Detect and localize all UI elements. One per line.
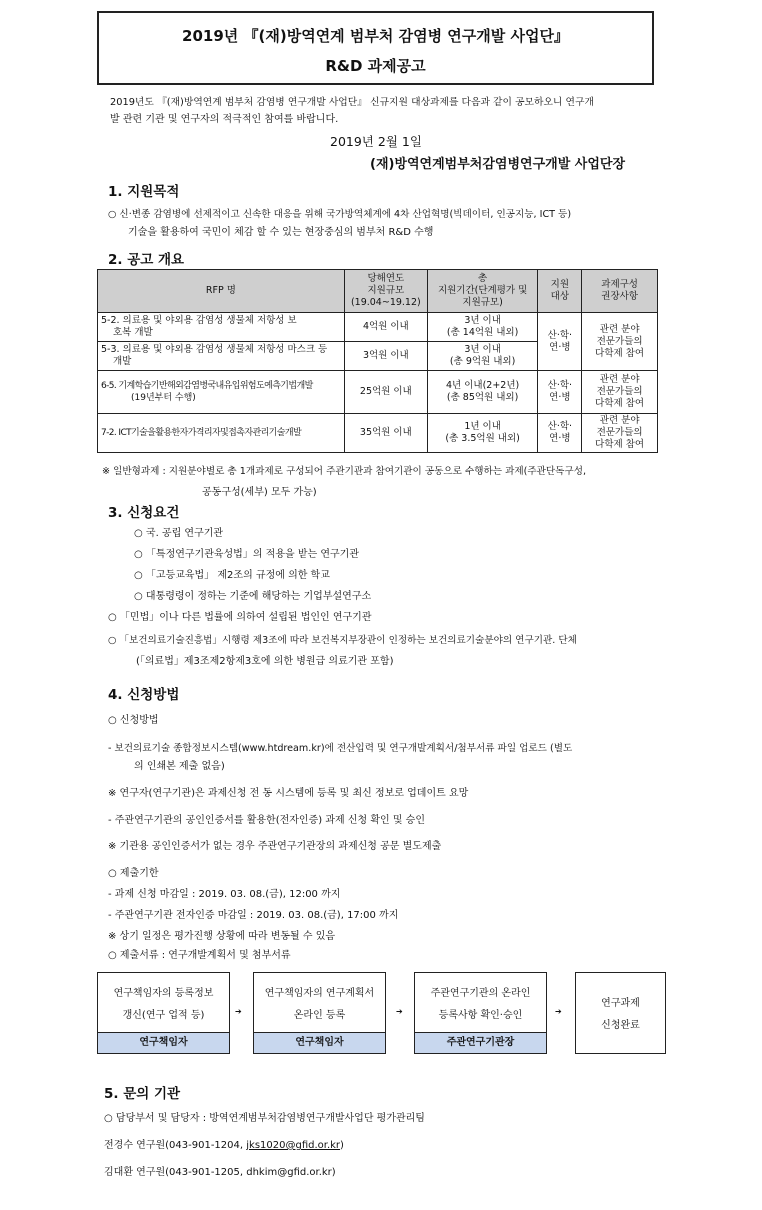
contact-2: 김대환 연구원(043-901-1205, dhkim@gfid.or.kr) — [104, 1167, 336, 1178]
deadline-label: ○ 제출기한 — [108, 868, 159, 879]
requirement-item: ○ 「특정연구기관육성법」의 적용을 받는 연구기관 — [134, 549, 359, 560]
note-researcher: ※ 연구자(연구기관)은 과제신청 전 동 시스템에 등록 및 최신 정보로 업데이트 요망 — [108, 788, 469, 799]
cert-line: - 주관연구기관의 공인인증서를 활용한(전자인증) 과제 신청 확인 및 승인 — [108, 815, 425, 826]
scale-cell: 3억원 이내 — [344, 342, 427, 371]
period-text: 3년 이내 — [464, 344, 501, 355]
comp-text: 관련 분야 — [599, 323, 640, 335]
comp-text: 다학제 참여 — [595, 439, 645, 450]
header-target-l1: 지원 — [550, 279, 570, 290]
comp-text: 전문가들의 — [596, 427, 643, 438]
header-period-l3: 지원규모) — [462, 297, 503, 308]
section2-heading: 2. 공고 개요 — [108, 252, 185, 268]
comp-text: 전문가들의 — [596, 386, 643, 397]
header-scale-l1: 당해연도 — [367, 273, 405, 284]
title-line2: R&D 과제공고 — [325, 57, 426, 75]
contact-1-text: 전경수 연구원(043-901-1204, — [104, 1140, 247, 1151]
intro-paragraph — [110, 94, 658, 128]
requirement-item: ○ 「민법」이나 다른 법률에 의하여 설립된 법인인 연구기관 — [108, 612, 372, 623]
flow-step-role: 주관연구기관장 — [415, 1032, 546, 1053]
deadline-item: - 과제 신청 마감일 : 2019. 03. 08.(금), 12:00 까지 — [108, 889, 341, 900]
requirement-item: ○ 국. 공립 연구기관 — [134, 528, 224, 539]
table-row — [98, 313, 658, 342]
header-comp-l1: 과제구성 — [601, 279, 638, 290]
flow-step-text: 연구책임자의 연구계획서 — [264, 988, 375, 999]
flow-step-text: 갱신(연구 업적 등) — [122, 1010, 205, 1021]
target-text: 연·병 — [549, 341, 571, 353]
flow-step-text: 온라인 등록 — [293, 1010, 346, 1021]
period-text: 4년 이내(2+2년) — [446, 380, 520, 391]
flow-step-text: 등록사항 확인·승인 — [438, 1010, 523, 1021]
rfp-cell — [98, 371, 345, 414]
requirement-item: ○ 대통령령이 정하는 기준에 해당하는 기업부설연구소 — [134, 591, 372, 602]
flow-step-4 — [575, 972, 666, 1054]
header-target — [538, 270, 582, 313]
period-text: (총 14억원 내외) — [446, 327, 519, 338]
target-cell — [538, 313, 582, 371]
comp-text: 다학제 참여 — [595, 347, 645, 359]
period-text: (총 3.5억원 내외) — [445, 433, 520, 444]
composition-cell — [582, 414, 658, 453]
target-text: 산·학· — [547, 329, 573, 341]
contact-1 — [104, 1137, 344, 1154]
header-rfp — [98, 270, 345, 313]
overview-table — [97, 269, 658, 453]
target-text: 산·학· — [547, 380, 573, 391]
rfp-text: 6-5. 기계학습기반해외감염병국내유입위험도예측기법개발 — [101, 381, 313, 391]
flow-step-3 — [414, 972, 547, 1054]
target-text: 연·병 — [549, 392, 571, 403]
arrow-right-icon: ➔ — [396, 1007, 403, 1016]
rfp-text: 개발 — [113, 356, 132, 367]
documents-line: ○ 제출서류 : 연구개발계획서 및 첨부서류 — [108, 950, 291, 961]
header-scale-l3: (19.04~19.12) — [350, 297, 421, 308]
header-target-l2: 대상 — [550, 291, 570, 302]
flow-step-text: 연구과제 — [601, 998, 640, 1009]
header-composition — [582, 270, 658, 313]
header-comp-l2: 권장사항 — [601, 291, 638, 302]
intro-line2: 발 관련 기관 및 연구자의 적극적인 참여를 바랍니다. — [110, 114, 339, 125]
comp-text: 다학제 참여 — [595, 398, 645, 409]
flow-step-text: 연구책임자의 등록정보 — [113, 988, 214, 999]
method-label: ○ 신청방법 — [108, 715, 159, 726]
flow-step-text: 신청완료 — [601, 1020, 640, 1031]
section5-heading: 5. 문의 기관 — [104, 1086, 181, 1102]
table-note-line1: ※ 일반형과제 : 지원분야별로 총 1개과제로 구성되어 주관기관과 참여기관이 공동으로 수행하는 과제(주관단독구성, — [102, 466, 587, 477]
requirement-item: ○ 「고등교육법」 제2조의 규정에 의한 학교 — [134, 570, 330, 581]
flow-step-text: 주관연구기관의 온라인 — [430, 988, 531, 999]
title-box — [97, 11, 654, 85]
scale-cell: 25억원 이내 — [344, 371, 427, 414]
requirement-item: ○ 「보건의료기술진흥법」시행령 제3조에 따라 보건복지부장관이 인정하는 보건의료기술분야의 연구기관. 단체 — [108, 635, 577, 646]
flow-step-role: 연구책임자 — [98, 1032, 229, 1053]
rfp-cell — [98, 342, 345, 371]
header-rfp-text: RFP 명 — [205, 285, 236, 296]
rfp-text: (19년부터 수행) — [131, 393, 196, 403]
section4-heading: 4. 신청방법 — [108, 687, 180, 703]
period-text: (총 85억원 내외) — [446, 392, 519, 403]
note-cert: ※ 기관용 공인인증서가 없는 경우 주관연구기관장의 과제신청 공문 별도제출 — [108, 841, 442, 852]
header-period-l1: 총 — [478, 273, 488, 284]
rfp-text: 7-2. ICT기술을활용한자가격리자및접촉자관리기술개발 — [101, 428, 302, 438]
period-cell — [427, 342, 538, 371]
table-row — [98, 414, 658, 453]
rfp-text: 5-3. 의료용 및 야외용 감염성 생물체 저항성 마스크 등 — [101, 344, 328, 355]
arrow-right-icon: ➔ — [555, 1007, 562, 1016]
requirement-item-cont: (「의료법」제3조제2항제3호에 의한 병원급 의료기관 포함) — [136, 656, 394, 667]
table-note-line2: 공동구성(세부) 모두 가능) — [202, 487, 317, 498]
flow-step-role: 연구책임자 — [254, 1032, 385, 1053]
contact-1-suffix: ) — [340, 1140, 344, 1151]
table-header-row — [98, 270, 658, 313]
header-period — [427, 270, 538, 313]
schedule-note: ※ 상기 일정은 평가진행 상황에 따라 변동될 수 있음 — [108, 931, 336, 942]
announcement-date: 2019년 2월 1일 — [330, 134, 422, 149]
section1-line1: ○ 신·변종 감염병에 선제적이고 신속한 대응을 위해 국가방역체계에 4차 산업혁명(빅데이터, 인공지능, ICT 등) — [108, 209, 572, 220]
period-cell — [427, 414, 538, 453]
section3-heading: 3. 신청요건 — [108, 505, 180, 521]
composition-cell — [582, 313, 658, 371]
title-line1: 2019년 『(재)방역연계 범부처 감염병 연구개발 사업단』 — [182, 27, 569, 45]
intro-line1: 2019년도 『(재)방역연계 범부처 감염병 연구개발 사업단』 신규지원 대상과제를 다음과 같이 공모하오니 연구개 — [110, 97, 594, 108]
header-scale — [344, 270, 427, 313]
comp-text: 관련 분야 — [599, 374, 640, 385]
scale-cell: 35억원 이내 — [344, 414, 427, 453]
upload-line2: 의 인쇄본 제출 없음) — [134, 761, 225, 772]
flow-step-2 — [253, 972, 386, 1054]
email-link[interactable]: jks1020@gfid.or.kr — [246, 1140, 341, 1151]
target-cell — [538, 414, 582, 453]
header-scale-l2: 지원규모 — [367, 285, 405, 296]
target-text: 연·병 — [549, 433, 571, 444]
rfp-text: 호복 개발 — [113, 327, 153, 338]
period-cell — [427, 371, 538, 414]
comp-text: 전문가들의 — [596, 335, 643, 347]
organization-name: (재)방역연계범부처감염병연구개발 사업단장 — [370, 157, 626, 172]
composition-cell — [582, 371, 658, 414]
section1-heading: 1. 지원목적 — [108, 184, 180, 200]
upload-line1: - 보건의료기술 종합정보시스템(www.htdream.kr)에 전산입력 및 연구개발계획서/첨부서류 파일 업로드 (별도 — [108, 743, 573, 754]
table-row — [98, 371, 658, 414]
header-period-l2: 지원기간(단계평가 및 — [437, 285, 528, 296]
rfp-cell — [98, 313, 345, 342]
comp-text: 관련 분야 — [599, 415, 640, 426]
arrow-right-icon: ➔ — [235, 1007, 242, 1016]
scale-cell: 4억원 이내 — [344, 313, 427, 342]
period-text: 1년 이내 — [464, 421, 501, 432]
target-text: 산·학· — [547, 421, 573, 432]
flow-step-1 — [97, 972, 230, 1054]
section1-line2: 기술을 활용하여 국민이 체감 할 수 있는 현장중심의 범부처 R&D 수행 — [128, 227, 434, 238]
contact-dept: ○ 담당부서 및 담당자 : 방역연계범부처감염병연구개발사업단 평가관리팀 — [104, 1113, 425, 1124]
rfp-text: 5-2. 의료용 및 야외용 감염성 생물체 저항성 보 — [101, 315, 297, 326]
deadline-item: - 주관연구기관 전자인증 마감일 : 2019. 03. 08.(금), 17:00 까지 — [108, 910, 399, 921]
target-cell — [538, 371, 582, 414]
period-text: (총 9억원 내외) — [449, 356, 516, 367]
rfp-cell — [98, 414, 345, 453]
period-text: 3년 이내 — [464, 315, 501, 326]
period-cell — [427, 313, 538, 342]
